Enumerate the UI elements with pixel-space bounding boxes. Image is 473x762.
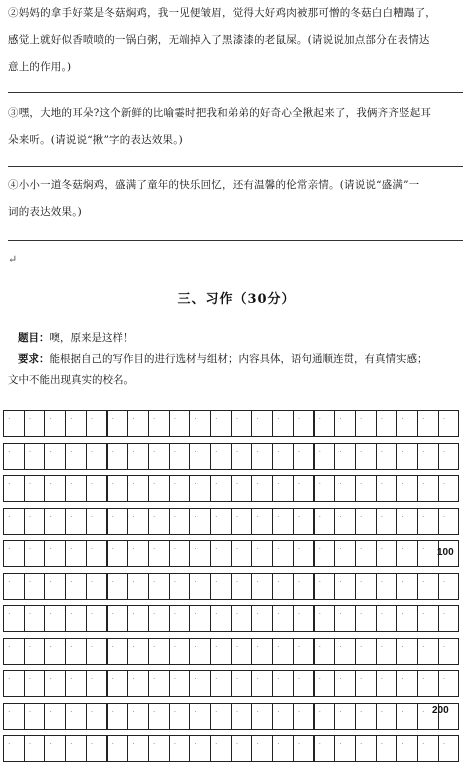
grid-cell[interactable]: [189, 540, 211, 567]
grid-cell[interactable]: [86, 638, 108, 665]
grid-cell[interactable]: [3, 410, 25, 437]
grid-cell[interactable]: [65, 475, 87, 502]
grid-cell[interactable]: [231, 735, 253, 762]
grid-cell[interactable]: [65, 605, 87, 632]
grid-cell[interactable]: [314, 605, 336, 632]
grid-cell[interactable]: [148, 670, 170, 697]
question-3-line-2: 朵来听。(请说说“揪”字的表达效果。): [8, 134, 183, 146]
grid-cell[interactable]: [417, 735, 439, 762]
grid-cell[interactable]: [396, 443, 418, 470]
essay-title-text: 噢，原来是这样！: [49, 332, 134, 344]
grid-cell[interactable]: [376, 638, 398, 665]
grid-cell[interactable]: [210, 605, 232, 632]
grid-cell[interactable]: [210, 410, 232, 437]
grid-cell[interactable]: [86, 703, 108, 730]
grid-cell[interactable]: [417, 508, 439, 535]
grid-cell[interactable]: [438, 443, 460, 470]
grid-cell[interactable]: [334, 605, 356, 632]
grid-cell[interactable]: [189, 443, 211, 470]
grid-row: [3, 508, 458, 535]
grid-cell[interactable]: [334, 410, 356, 437]
grid-cell[interactable]: [44, 508, 66, 535]
grid-cell[interactable]: [86, 443, 108, 470]
grid-cell[interactable]: [251, 410, 273, 437]
grid-cell[interactable]: [148, 443, 170, 470]
grid-cell[interactable]: [251, 735, 273, 762]
grid-cell[interactable]: [355, 443, 377, 470]
grid-cell[interactable]: [355, 508, 377, 535]
grid-cell[interactable]: [314, 443, 336, 470]
grid-cell[interactable]: [272, 670, 294, 697]
grid-cell[interactable]: [127, 540, 149, 567]
grid-cell[interactable]: [210, 638, 232, 665]
grid-cell[interactable]: [86, 573, 108, 600]
grid-row: [3, 638, 458, 665]
grid-cell[interactable]: [438, 605, 460, 632]
grid-cell[interactable]: [438, 670, 460, 697]
grid-cell[interactable]: [65, 670, 87, 697]
grid-cell[interactable]: [293, 475, 315, 502]
grid-cell[interactable]: [24, 735, 46, 762]
word-count-mark-200: 200: [432, 705, 449, 716]
grid-cell[interactable]: [44, 475, 66, 502]
grid-cell[interactable]: [293, 508, 315, 535]
grid-cell[interactable]: [169, 540, 191, 567]
grid-cell[interactable]: [438, 410, 460, 437]
grid-cell[interactable]: [396, 605, 418, 632]
grid-cell[interactable]: [3, 508, 25, 535]
grid-cell[interactable]: [231, 475, 253, 502]
answer-line-2[interactable]: [8, 92, 463, 93]
grid-cell[interactable]: [24, 508, 46, 535]
grid-cell[interactable]: [355, 410, 377, 437]
grid-cell[interactable]: [314, 540, 336, 567]
grid-cell[interactable]: [293, 573, 315, 600]
grid-cell[interactable]: [355, 540, 377, 567]
grid-cell[interactable]: [86, 410, 108, 437]
grid-cell[interactable]: [44, 410, 66, 437]
grid-cell[interactable]: [251, 540, 273, 567]
grid-cell[interactable]: [189, 475, 211, 502]
grid-cell[interactable]: [376, 605, 398, 632]
grid-cell[interactable]: [293, 703, 315, 730]
grid-cell[interactable]: [24, 540, 46, 567]
grid-cell[interactable]: [127, 508, 149, 535]
grid-cell[interactable]: [210, 508, 232, 535]
grid-cell[interactable]: [107, 540, 129, 567]
grid-cell[interactable]: [169, 670, 191, 697]
grid-cell[interactable]: [3, 443, 25, 470]
grid-cell[interactable]: [210, 670, 232, 697]
grid-cell[interactable]: [44, 703, 66, 730]
grid-cell[interactable]: [44, 443, 66, 470]
answer-line-3[interactable]: [8, 166, 463, 167]
grid-cell[interactable]: [396, 508, 418, 535]
essay-title-line: [18, 328, 458, 349]
grid-cell[interactable]: [189, 638, 211, 665]
grid-cell[interactable]: [314, 638, 336, 665]
grid-cell[interactable]: [355, 703, 377, 730]
essay-requirements: [18, 349, 458, 370]
grid-cell[interactable]: [210, 735, 232, 762]
grid-cell[interactable]: [417, 605, 439, 632]
grid-cell[interactable]: [417, 670, 439, 697]
grid-cell[interactable]: [231, 670, 253, 697]
grid-cell[interactable]: [293, 638, 315, 665]
grid-cell[interactable]: [44, 540, 66, 567]
grid-cell[interactable]: [189, 410, 211, 437]
grid-row: [3, 540, 458, 567]
grid-cell[interactable]: [293, 410, 315, 437]
grid-cell[interactable]: [44, 670, 66, 697]
grid-cell[interactable]: [127, 443, 149, 470]
grid-cell[interactable]: [272, 540, 294, 567]
grid-cell[interactable]: [86, 508, 108, 535]
grid-cell[interactable]: [169, 573, 191, 600]
grid-cell[interactable]: [189, 735, 211, 762]
grid-cell[interactable]: [148, 735, 170, 762]
word-count-mark-100: 100: [437, 547, 454, 558]
grid-cell[interactable]: [107, 605, 129, 632]
essay-title-label: 题目：: [18, 332, 50, 344]
grid-cell[interactable]: [355, 573, 377, 600]
paragraph-mark: ↵: [8, 253, 18, 266]
grid-cell[interactable]: [231, 605, 253, 632]
grid-cell[interactable]: [65, 573, 87, 600]
grid-cell[interactable]: [3, 703, 25, 730]
grid-cell[interactable]: [86, 670, 108, 697]
grid-cell[interactable]: [231, 508, 253, 535]
grid-cell[interactable]: [355, 638, 377, 665]
grid-cell[interactable]: [127, 605, 149, 632]
grid-cell[interactable]: [24, 475, 46, 502]
grid-row: [3, 443, 458, 470]
grid-cell[interactable]: [396, 735, 418, 762]
grid-cell[interactable]: [148, 540, 170, 567]
grid-cell[interactable]: [3, 475, 25, 502]
grid-cell[interactable]: [272, 410, 294, 437]
grid-cell[interactable]: [127, 410, 149, 437]
grid-cell[interactable]: [148, 410, 170, 437]
grid-cell[interactable]: [272, 703, 294, 730]
grid-cell[interactable]: [376, 670, 398, 697]
grid-cell[interactable]: [24, 410, 46, 437]
grid-cell[interactable]: [355, 605, 377, 632]
grid-cell[interactable]: [127, 735, 149, 762]
requirements-continuation: [8, 370, 448, 391]
grid-cell[interactable]: [65, 508, 87, 535]
grid-cell[interactable]: [65, 735, 87, 762]
grid-cell[interactable]: [107, 508, 129, 535]
grid-cell[interactable]: [417, 540, 439, 567]
grid-cell[interactable]: [334, 573, 356, 600]
grid-cell[interactable]: [334, 508, 356, 535]
grid-cell[interactable]: [417, 638, 439, 665]
grid-cell[interactable]: [24, 670, 46, 697]
grid-cell[interactable]: [169, 508, 191, 535]
grid-cell[interactable]: [314, 573, 336, 600]
grid-cell[interactable]: [44, 605, 66, 632]
grid-cell[interactable]: [148, 638, 170, 665]
grid-cell[interactable]: [251, 638, 273, 665]
grid-cell[interactable]: [376, 508, 398, 535]
grid-cell[interactable]: [24, 605, 46, 632]
grid-cell[interactable]: [169, 475, 191, 502]
grid-cell[interactable]: [169, 638, 191, 665]
grid-cell[interactable]: [396, 410, 418, 437]
grid-cell[interactable]: [86, 540, 108, 567]
grid-cell[interactable]: [417, 573, 439, 600]
grid-cell[interactable]: [3, 540, 25, 567]
grid-cell[interactable]: [3, 670, 25, 697]
grid-cell[interactable]: [189, 605, 211, 632]
grid-cell[interactable]: [251, 670, 273, 697]
grid-row: [3, 573, 458, 600]
question-2-line-1: ②妈妈的拿手好菜是冬菇焖鸡，我一见便皱眉，觉得大好鸡肉被那可憎的冬菇白白糟蹋了，: [8, 7, 436, 19]
grid-cell[interactable]: [231, 410, 253, 437]
grid-cell[interactable]: [334, 703, 356, 730]
grid-cell[interactable]: [231, 573, 253, 600]
grid-row: [3, 735, 458, 762]
grid-cell[interactable]: [65, 703, 87, 730]
grid-row: [3, 703, 458, 730]
grid-cell[interactable]: [44, 573, 66, 600]
grid-cell[interactable]: [417, 410, 439, 437]
grid-cell[interactable]: [334, 540, 356, 567]
grid-cell[interactable]: [3, 573, 25, 600]
grid-cell[interactable]: [376, 475, 398, 502]
grid-cell[interactable]: [65, 410, 87, 437]
grid-cell[interactable]: [272, 475, 294, 502]
grid-cell[interactable]: [65, 540, 87, 567]
grid-cell[interactable]: [231, 540, 253, 567]
grid-cell[interactable]: [251, 508, 273, 535]
question-4-line-1: ④小小一道冬菇焖鸡，盛满了童年的快乐回忆，还有温馨的伦常亲情。(请说说“盛满”一: [8, 179, 420, 191]
grid-cell[interactable]: [355, 475, 377, 502]
grid-cell[interactable]: [314, 670, 336, 697]
grid-cell[interactable]: [3, 638, 25, 665]
grid-cell[interactable]: [3, 605, 25, 632]
requirements-line-2: 文中不能出现真实的校名。: [8, 374, 134, 386]
grid-cell[interactable]: [86, 735, 108, 762]
question-4-line-2: 词的表达效果。): [8, 206, 82, 218]
grid-cell[interactable]: [107, 573, 129, 600]
grid-cell[interactable]: [293, 605, 315, 632]
grid-cell[interactable]: [334, 735, 356, 762]
grid-cell[interactable]: [396, 573, 418, 600]
grid-cell[interactable]: [396, 703, 418, 730]
question-2: [8, 0, 460, 81]
grid-row: [3, 670, 458, 697]
grid-cell[interactable]: [376, 443, 398, 470]
question-2-line-3: 意上的作用。): [8, 61, 72, 73]
grid-cell[interactable]: [272, 443, 294, 470]
grid-cell[interactable]: [376, 540, 398, 567]
grid-cell[interactable]: [417, 475, 439, 502]
grid-cell[interactable]: [396, 670, 418, 697]
question-3-line-1: ③嘿，大地的耳朵?这个新鲜的比喻霎时把我和弟弟的好奇心全揪起来了，我俩齐齐竖起耳: [8, 107, 432, 119]
grid-row: [3, 475, 458, 502]
question-4: [8, 172, 460, 226]
grid-cell[interactable]: [314, 475, 336, 502]
grid-cell[interactable]: [148, 605, 170, 632]
grid-cell[interactable]: [210, 443, 232, 470]
grid-row: [3, 410, 458, 437]
grid-cell[interactable]: [396, 638, 418, 665]
section-title: 三、习作（30分）: [177, 292, 296, 307]
grid-cell[interactable]: [24, 638, 46, 665]
grid-cell[interactable]: [355, 670, 377, 697]
grid-cell[interactable]: [24, 703, 46, 730]
grid-cell[interactable]: [44, 638, 66, 665]
grid-cell[interactable]: [44, 735, 66, 762]
grid-cell[interactable]: [24, 443, 46, 470]
grid-cell[interactable]: [314, 508, 336, 535]
grid-cell[interactable]: [334, 475, 356, 502]
grid-cell[interactable]: [210, 475, 232, 502]
grid-cell[interactable]: [24, 573, 46, 600]
grid-cell[interactable]: [272, 573, 294, 600]
grid-cell[interactable]: [251, 475, 273, 502]
grid-cell[interactable]: [251, 605, 273, 632]
grid-cell[interactable]: [334, 670, 356, 697]
grid-cell[interactable]: [272, 605, 294, 632]
grid-cell[interactable]: [438, 735, 460, 762]
grid-cell[interactable]: [127, 638, 149, 665]
grid-cell[interactable]: [438, 475, 460, 502]
grid-cell[interactable]: [107, 475, 129, 502]
grid-cell[interactable]: [148, 508, 170, 535]
grid-cell[interactable]: [169, 735, 191, 762]
grid-cell[interactable]: [334, 638, 356, 665]
question-3: [8, 100, 460, 154]
grid-cell[interactable]: [417, 443, 439, 470]
answer-line-4[interactable]: [8, 240, 463, 241]
grid-cell[interactable]: [376, 573, 398, 600]
grid-cell[interactable]: [107, 703, 129, 730]
grid-cell[interactable]: [376, 735, 398, 762]
grid-cell[interactable]: [169, 410, 191, 437]
grid-cell[interactable]: [210, 703, 232, 730]
grid-cell[interactable]: [148, 475, 170, 502]
grid-cell[interactable]: [148, 703, 170, 730]
grid-cell[interactable]: [231, 638, 253, 665]
grid-cell[interactable]: [107, 410, 129, 437]
grid-cell[interactable]: [169, 443, 191, 470]
grid-cell[interactable]: [169, 703, 191, 730]
grid-cell[interactable]: [293, 540, 315, 567]
grid-cell[interactable]: [189, 703, 211, 730]
grid-cell[interactable]: [376, 410, 398, 437]
grid-cell[interactable]: [314, 703, 336, 730]
grid-cell[interactable]: [210, 573, 232, 600]
grid-cell[interactable]: [438, 508, 460, 535]
grid-cell[interactable]: [148, 573, 170, 600]
grid-cell[interactable]: [396, 475, 418, 502]
grid-cell[interactable]: [251, 703, 273, 730]
grid-cell[interactable]: [376, 703, 398, 730]
grid-cell[interactable]: [334, 443, 356, 470]
grid-cell[interactable]: [127, 573, 149, 600]
grid-cell[interactable]: [314, 735, 336, 762]
grid-cell[interactable]: [251, 573, 273, 600]
grid-cell[interactable]: [189, 573, 211, 600]
grid-cell[interactable]: [293, 735, 315, 762]
grid-cell[interactable]: [396, 540, 418, 567]
grid-cell[interactable]: [293, 443, 315, 470]
grid-cell[interactable]: [86, 605, 108, 632]
requirements-line-1: 能根据自己的写作目的进行选材与组材；内容具体，语句通顺连贯，有真情实感；: [49, 353, 428, 365]
grid-cell[interactable]: [107, 735, 129, 762]
grid-cell[interactable]: [272, 735, 294, 762]
grid-cell[interactable]: [65, 443, 87, 470]
grid-cell[interactable]: [3, 735, 25, 762]
grid-row: [3, 605, 458, 632]
grid-cell[interactable]: [107, 670, 129, 697]
grid-cell[interactable]: [293, 670, 315, 697]
grid-cell[interactable]: [438, 573, 460, 600]
grid-cell[interactable]: [127, 670, 149, 697]
grid-cell[interactable]: [107, 443, 129, 470]
grid-cell[interactable]: [127, 475, 149, 502]
grid-cell[interactable]: [127, 703, 149, 730]
grid-cell[interactable]: [107, 638, 129, 665]
grid-cell[interactable]: [65, 638, 87, 665]
grid-cell[interactable]: [231, 443, 253, 470]
grid-cell[interactable]: [210, 540, 232, 567]
grid-cell[interactable]: [251, 443, 273, 470]
grid-cell[interactable]: [438, 638, 460, 665]
grid-cell[interactable]: [86, 475, 108, 502]
grid-cell[interactable]: [231, 703, 253, 730]
requirements-label: 要求：: [18, 353, 50, 365]
grid-cell[interactable]: [314, 410, 336, 437]
grid-cell[interactable]: [189, 508, 211, 535]
grid-cell[interactable]: [272, 638, 294, 665]
question-2-line-2: 感觉上就好似香喷喷的一锅白粥，无端掉入了黑漆漆的老鼠屎。(请说说加点部分在表情达: [8, 34, 430, 46]
grid-cell[interactable]: [272, 508, 294, 535]
grid-cell[interactable]: [169, 605, 191, 632]
grid-cell[interactable]: [355, 735, 377, 762]
grid-cell[interactable]: [189, 670, 211, 697]
